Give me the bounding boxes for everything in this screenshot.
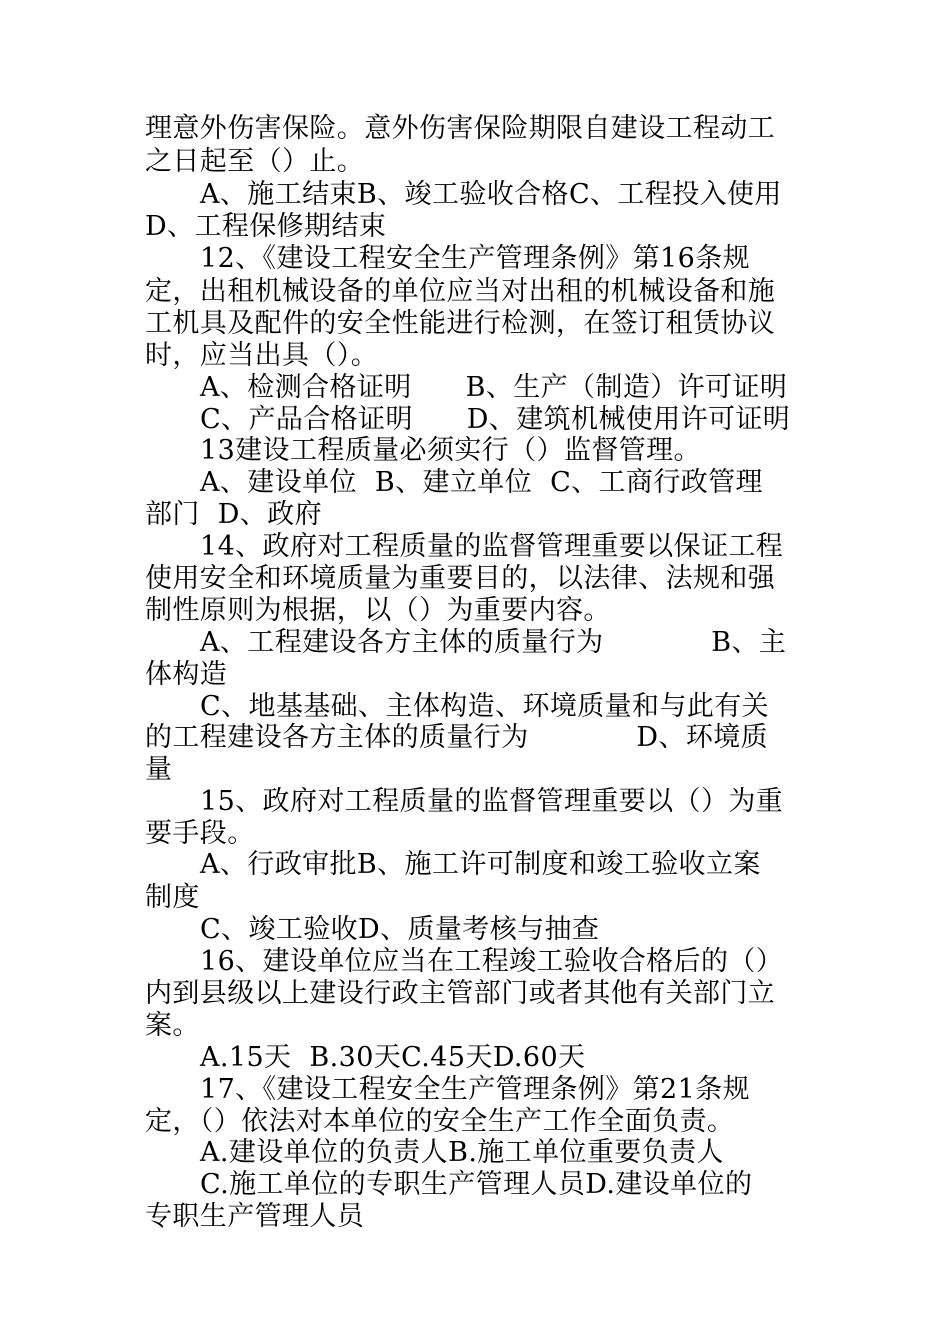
text-line: 制性原则为根据，以（）为重要内容。 [145, 595, 611, 626]
text-line: C、竣工验收D、质量考核与抽查 [200, 914, 600, 945]
text-line: 内到县级以上建设行政主管部门或者其他有关部门立 [145, 978, 776, 1009]
text-line: 体构造 [145, 659, 228, 690]
text-line: 17、《建设工程安全生产管理条例》第21条规 [200, 1074, 751, 1105]
text-line: A、施工结束B、竣工验收合格C、工程投入使用 [200, 179, 782, 210]
text-line: 16、建设单位应当在工程竣工验收合格后的（） [200, 946, 784, 977]
text-line: C、产品合格证明 D、建筑机械使用许可证明 [200, 404, 791, 435]
text-line: A、检测合格证明 B、生产（制造）许可证明 [200, 372, 788, 403]
text-line: D、工程保修期结束 [145, 211, 387, 242]
text-line: 理意外伤害保险。意外伤害保险期限自建设工程动工 [145, 113, 776, 144]
text-line: A、工程建设各方主体的质量行为 B、主 [200, 627, 787, 658]
text-line: 案。 [145, 1010, 200, 1041]
text-line: C、地基基础、主体构造、环境质量和与此有关 [200, 691, 770, 722]
text-line: 15、政府对工程质量的监督管理重要以（）为重 [200, 786, 784, 817]
text-line: 12、《建设工程安全生产管理条例》第16条规 [200, 243, 751, 274]
text-line: 之日起至（）止。 [145, 146, 365, 177]
text-line: 定，出租机械设备的单位应当对出租的机械设备和施 [145, 276, 776, 307]
text-line: A.建设单位的负责人B.施工单位重要负责人 [200, 1137, 724, 1168]
text-line: 13建设工程质量必须实行（）监督管理。 [200, 435, 701, 466]
text-line: 专职生产管理人员 [145, 1201, 365, 1232]
text-line: 量 [145, 754, 173, 785]
text-line: A.15天 B.30天C.45天D.60天 [200, 1042, 586, 1073]
text-line: C.施工单位的专职生产管理人员D.建设单位的 [200, 1169, 753, 1200]
text-line: 部门 D、政府 [145, 499, 323, 530]
text-line: 制度 [145, 882, 200, 913]
text-line: 14、政府对工程质量的监督管理重要以保证工程 [200, 531, 784, 562]
text-line: A、建设单位 B、建立单位 C、工商行政管理 [200, 467, 763, 498]
text-line: 使用安全和环境质量为重要目的，以法律、法规和强 [145, 563, 776, 594]
text-line: 工机具及配件的安全性能进行检测，在签订租赁协议 [145, 308, 776, 339]
text-line: 时，应当出具（）。 [145, 340, 379, 371]
text-line: 要手段。 [145, 818, 255, 849]
text-line: 定，（）依法对本单位的安全生产工作全面负责。 [145, 1106, 735, 1137]
text-line: 的工程建设各方主体的质量行为 D、环境质 [145, 722, 769, 753]
text-line: A、行政审批B、施工许可制度和竣工验收立案 [200, 849, 761, 880]
